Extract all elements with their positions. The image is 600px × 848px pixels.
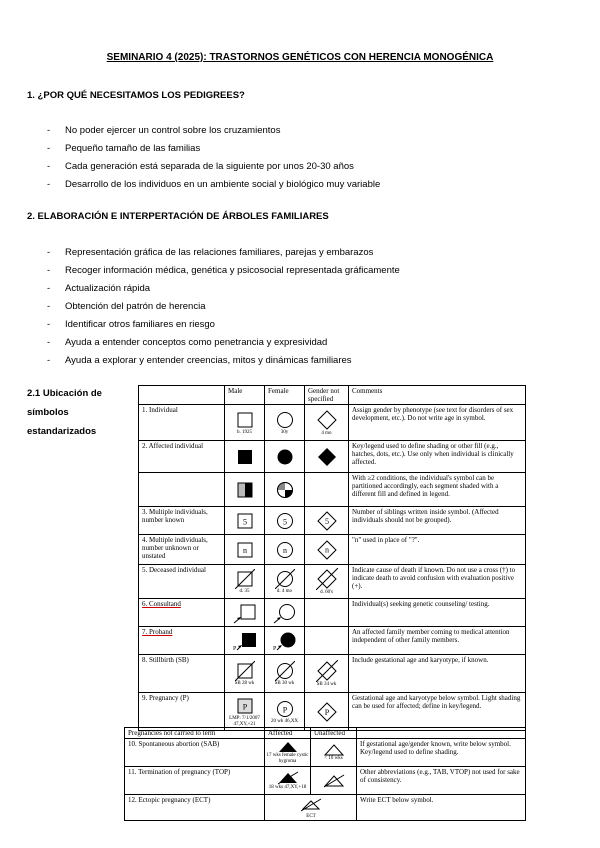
row-label: 1. Individual <box>139 405 225 441</box>
table-header: Pregnancies not carried to term <box>125 728 265 739</box>
female-circle-icon <box>275 410 295 430</box>
table-row <box>125 795 526 821</box>
list-item: - Recoger información médica, genética y psicosocial representada gráficamente <box>47 262 400 280</box>
list-item: - Cada generación está separada de la siguiente por unos 20-30 años <box>47 158 380 176</box>
list-item: - Representación gráfica de las relaciones familiares, parejas y embarazos <box>47 244 400 262</box>
symbol-caption: SB 28 wk <box>234 680 255 686</box>
list-item: - Obtención del patrón de herencia <box>47 298 400 316</box>
pregnancy-male-icon <box>235 696 255 716</box>
affected-diamond-icon <box>316 446 338 468</box>
symbol-letter: n <box>242 545 247 555</box>
row-label: 4. Multiple individuals, number unknown or unstated <box>139 535 225 565</box>
proband-male-icon <box>232 630 258 652</box>
table-row <box>125 739 526 767</box>
list-item: - Desarrollo de los individuos en un ambiente social y biológico muy variable <box>47 176 380 194</box>
symbol-letter: n <box>324 545 329 554</box>
row-label: 10. Spontaneous abortion (SAB) <box>125 739 265 767</box>
table-header: Comments <box>349 386 526 405</box>
symbol-caption: SB 34 wk <box>316 681 337 687</box>
row-label: 9. Pregnancy (P) <box>139 693 225 731</box>
partitioned-male-icon <box>235 480 255 500</box>
section-2-1-label: 2.1 Ubicación de símbolos estandarizados <box>27 388 102 437</box>
table-row <box>139 693 526 731</box>
male-square-icon <box>235 410 255 430</box>
pregnancy-mark: P <box>324 707 329 717</box>
symbol-caption: b. 1925 <box>237 429 252 435</box>
row-comment: Gestational age and karyotype below symbol. Light shading can be used for affected; define in key/legend. <box>349 693 526 731</box>
list-item: - Ayuda a explorar y entender creencias, mitos y dinámicas familiares <box>47 352 400 370</box>
page-title: SEMINARIO 4 (2025): TRASTORNOS GENÉTICOS CON HERENCIA MONOGÉNICA <box>106 52 494 63</box>
multiple-unknown-male-icon <box>235 540 255 560</box>
unspecified-diamond-icon <box>316 409 338 431</box>
multiple-unknown-female-icon <box>275 540 295 560</box>
proband-mark: P <box>272 645 276 652</box>
pedigree-symbol-table <box>138 385 526 731</box>
section-1-heading: 1. ¿POR QUÉ NECESITAMOS LOS PEDIGREES? <box>27 90 245 101</box>
row-comment: Assign gender by phenotype (see text for disorders of sex development, etc.). Do not write age in symbol. <box>349 405 526 441</box>
row-label: 5. Deceased individual <box>139 565 225 599</box>
partitioned-female-icon <box>275 480 295 500</box>
table-row <box>139 507 526 535</box>
table-row <box>139 627 526 655</box>
top-affected-icon <box>277 771 299 785</box>
row-comment: Number of siblings written inside symbol. (Affected individuals should not be grouped). <box>349 507 526 535</box>
row-label: 3. Multiple individuals, number known <box>139 507 225 535</box>
table-header: Male <box>225 386 265 405</box>
multiple-male-icon <box>235 511 255 531</box>
pregnancy-mark: P <box>282 705 287 714</box>
table-header: Unaffected <box>311 728 357 739</box>
list-item: - Actualización rápida <box>47 280 400 298</box>
deceased-female-icon <box>275 569 295 589</box>
row-comment: Individual(s) seeking genetic counseling/ testing. <box>349 599 526 627</box>
stillbirth-male-icon <box>235 661 255 681</box>
table-row <box>139 473 526 507</box>
symbol-caption: 20 wk 46,XX <box>270 718 299 724</box>
symbol-number: 5 <box>282 517 287 526</box>
symbol-caption: d. 35 <box>239 588 250 594</box>
consultand-male-icon <box>233 602 257 624</box>
pregnancy-female-icon <box>275 699 295 719</box>
top-unaffected-icon <box>323 774 345 788</box>
row-comment: If gestational age/gender known, write below symbol. Key/legend used to define shading. <box>357 739 526 767</box>
row-comment: Key/legend used to define shading or other fill (e.g., hatches, dots, etc.). Use only when individual is clinically affected. <box>349 441 526 473</box>
affected-female-icon <box>275 447 295 467</box>
affected-male-icon <box>235 447 255 467</box>
table-header: Affected <box>265 728 311 739</box>
row-label: 11. Termination of pregnancy (TOP) <box>125 767 265 795</box>
row-comment: Indicate cause of death if known. Do not use a cross (†) to indicate death to avoid confusion with evaluation positive (+). <box>349 565 526 599</box>
list-item: - No poder ejercer un control sobre los cruzamientos <box>47 122 380 140</box>
stillbirth-diamond-icon <box>316 660 338 682</box>
row-comment: Write ECT below symbol. <box>357 795 526 821</box>
list-item: - Pequeño tamaño de las familias <box>47 140 380 158</box>
row-comment: With ≥2 conditions, the individual's symbol can be partitioned accordingly, each segment shaded with a different fill and defined in legend. <box>349 473 526 507</box>
deceased-diamond-icon <box>316 568 338 590</box>
pregnancies-table <box>124 727 526 821</box>
multiple-diamond-icon <box>316 510 338 532</box>
symbol-letter: n <box>282 545 287 555</box>
symbol-caption: < 10 wks <box>324 755 343 761</box>
symbol-caption: 30y <box>280 429 289 435</box>
table-row <box>139 565 526 599</box>
symbol-number: 5 <box>324 516 329 526</box>
table-header-row <box>125 728 526 739</box>
table-row <box>139 535 526 565</box>
ectopic-label: ECT <box>305 813 316 819</box>
row-comment: An affected family member coming to medical attention independent of other family members. <box>349 627 526 655</box>
table-header: Female <box>265 386 305 405</box>
symbol-caption: 4 mo <box>321 430 332 436</box>
section-2-heading: 2. ELABORACIÓN E INTERPERTACIÓN DE ÁRBOLES FAMILIARES <box>27 211 329 222</box>
list-item: - Identificar otros familiares en riesgo <box>47 316 400 334</box>
table-row <box>139 441 526 473</box>
row-comment: "n" used in place of "?". <box>349 535 526 565</box>
deceased-male-icon <box>235 569 255 589</box>
sab-affected-icon <box>277 741 299 753</box>
row-label <box>139 473 225 507</box>
row-comment: Include gestational age and karyotype, if known. <box>349 655 526 693</box>
ectopic-pregnancy-icon <box>291 797 331 819</box>
row-label: 12. Ectopic pregnancy (ECT) <box>125 795 265 821</box>
table-row <box>139 405 526 441</box>
table-row <box>125 767 526 795</box>
pregnancy-diamond-icon <box>316 701 338 723</box>
symbol-caption: 18 wks 47,XY,+18 <box>268 784 307 790</box>
table-header <box>357 728 526 739</box>
table-header <box>139 386 225 405</box>
row-comment: Other abbreviations (e.g., TAB, VTOP) not used for sake of consistency. <box>357 767 526 795</box>
row-label: 8. Stillbirth (SB) <box>139 655 225 693</box>
proband-mark: P <box>232 645 236 652</box>
table-header-row <box>139 386 526 405</box>
symbol-caption: d. 60's <box>320 589 333 595</box>
table-row <box>139 599 526 627</box>
table-header: Gender not specified <box>305 386 349 405</box>
section-2-list <box>47 244 400 370</box>
row-label: 2. Affected individual <box>139 441 225 473</box>
stillbirth-female-icon <box>275 661 295 681</box>
multiple-female-icon <box>275 511 295 531</box>
row-label: 7. Proband <box>142 628 173 636</box>
symbol-caption: LMP: 7/1/2007 47,XY,+21 <box>229 715 260 727</box>
section-1-list <box>47 122 380 194</box>
multiple-unknown-diamond-icon <box>316 539 338 561</box>
symbol-caption: d. 4 mo <box>276 588 293 594</box>
symbol-caption: SB 30 wk <box>274 680 295 686</box>
sab-unaffected-icon <box>323 744 345 756</box>
consultand-female-icon <box>273 602 297 624</box>
symbol-caption: 17 wks female cystic hygroma <box>266 752 309 764</box>
row-label: 6. Consultand <box>142 600 181 608</box>
proband-female-icon <box>272 630 298 652</box>
list-item: - Ayuda a entender conceptos como penetrancia y expresividad <box>47 334 400 352</box>
symbol-number: 5 <box>242 517 247 526</box>
pregnancy-mark: P <box>242 702 247 711</box>
table-row <box>139 655 526 693</box>
